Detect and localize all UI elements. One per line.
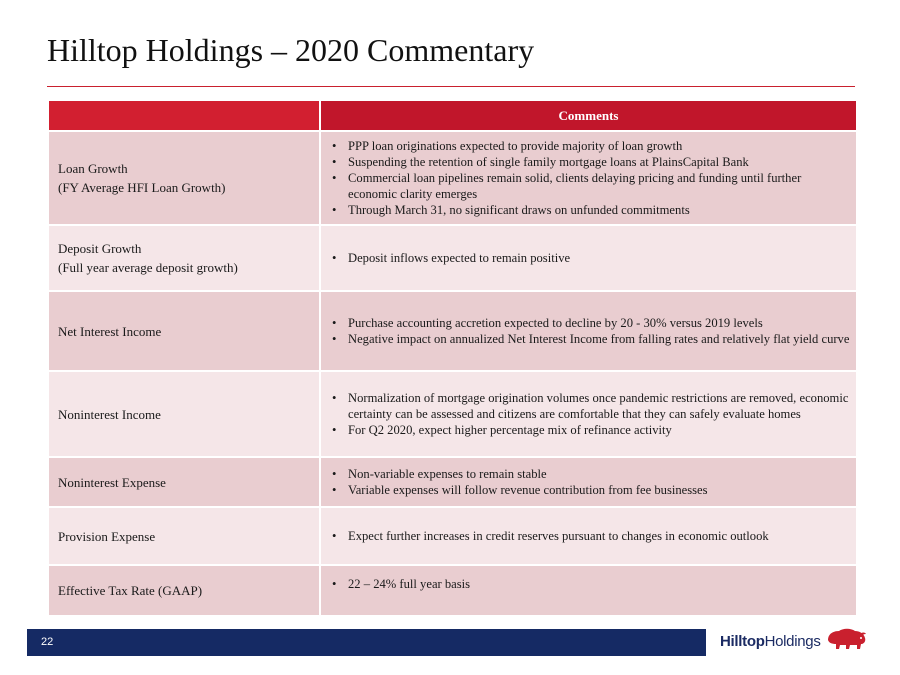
bullet-item: • Normalization of mortgage origination volumes once pandemic restrictions are removed, economic certainty can be assessed and citizens are comfortable that they can safely evaluate homes bbox=[327, 390, 852, 422]
table-row bbox=[49, 291, 856, 371]
row-comments bbox=[320, 131, 856, 225]
row-label bbox=[49, 371, 320, 457]
row-comments bbox=[320, 565, 856, 615]
row-label bbox=[49, 565, 320, 615]
row-label-line1: Noninterest Income bbox=[58, 406, 161, 422]
table-row bbox=[49, 225, 856, 291]
row-comments bbox=[320, 225, 856, 291]
page-title: Hilltop Holdings – 2020 Commentary bbox=[47, 32, 535, 68]
row-comments bbox=[320, 371, 856, 457]
bison-icon bbox=[824, 626, 868, 657]
header-comments: Comments bbox=[320, 101, 856, 131]
row-label-line2: (FY Average HFI Loan Growth) bbox=[58, 180, 226, 195]
title-divider bbox=[47, 86, 855, 87]
page-number: 22 bbox=[41, 636, 54, 648]
row-label-line1: Net Interest Income bbox=[58, 323, 162, 339]
company-logo bbox=[720, 625, 868, 657]
footer-bar bbox=[27, 629, 706, 656]
row-label-line1: Deposit Growth bbox=[58, 241, 142, 256]
bullet-item: • Deposit inflows expected to remain positive bbox=[327, 250, 852, 266]
table-row bbox=[49, 371, 856, 457]
bullet-item: • Through March 31, no significant draws on unfunded commitments bbox=[327, 202, 852, 218]
bullet-item: • Expect further increases in credit reserves pursuant to changes in economic outlook bbox=[327, 528, 852, 544]
bullet-item: • Purchase accounting accretion expected to decline by 20 - 30% versus 2019 levels bbox=[327, 315, 852, 331]
row-label-line1: Noninterest Expense bbox=[58, 474, 166, 490]
bullet-item: • Non-variable expenses to remain stable bbox=[327, 466, 852, 482]
commentary-table bbox=[49, 101, 856, 615]
logo-wordmark: HilltopHoldings bbox=[720, 632, 821, 650]
row-label-line2: (Full year average deposit growth) bbox=[58, 260, 238, 275]
row-label bbox=[49, 291, 320, 371]
header-blank-cell bbox=[49, 101, 320, 131]
row-comments bbox=[320, 507, 856, 565]
bullet-item: • For Q2 2020, expect higher percentage mix of refinance activity bbox=[327, 422, 852, 438]
table-row bbox=[49, 131, 856, 225]
row-label bbox=[49, 225, 320, 291]
table-row bbox=[49, 507, 856, 565]
table-row bbox=[49, 565, 856, 615]
row-label bbox=[49, 457, 320, 507]
bullet-item: • PPP loan originations expected to provide majority of loan growth bbox=[327, 138, 852, 154]
row-label-line1: Loan Growth bbox=[58, 161, 128, 176]
row-label bbox=[49, 507, 320, 565]
row-comments bbox=[320, 291, 856, 371]
row-label-line1: Effective Tax Rate (GAAP) bbox=[58, 583, 203, 598]
bullet-item: • Variable expenses will follow revenue contribution from fee businesses bbox=[327, 482, 852, 498]
table-row bbox=[49, 457, 856, 507]
bullet-item: • 22 – 24% full year basis bbox=[327, 576, 852, 592]
bullet-item: • Suspending the retention of single family mortgage loans at PlainsCapital Bank bbox=[327, 154, 852, 170]
row-comments bbox=[320, 457, 856, 507]
row-label-line1: Provision Expense bbox=[58, 528, 156, 544]
row-label bbox=[49, 131, 320, 225]
bullet-item: • Commercial loan pipelines remain solid, clients delaying pricing and funding until further economic clarity emerges bbox=[327, 170, 852, 202]
bullet-item: • Negative impact on annualized Net Interest Income from falling rates and relatively flat yield curve bbox=[327, 331, 852, 347]
